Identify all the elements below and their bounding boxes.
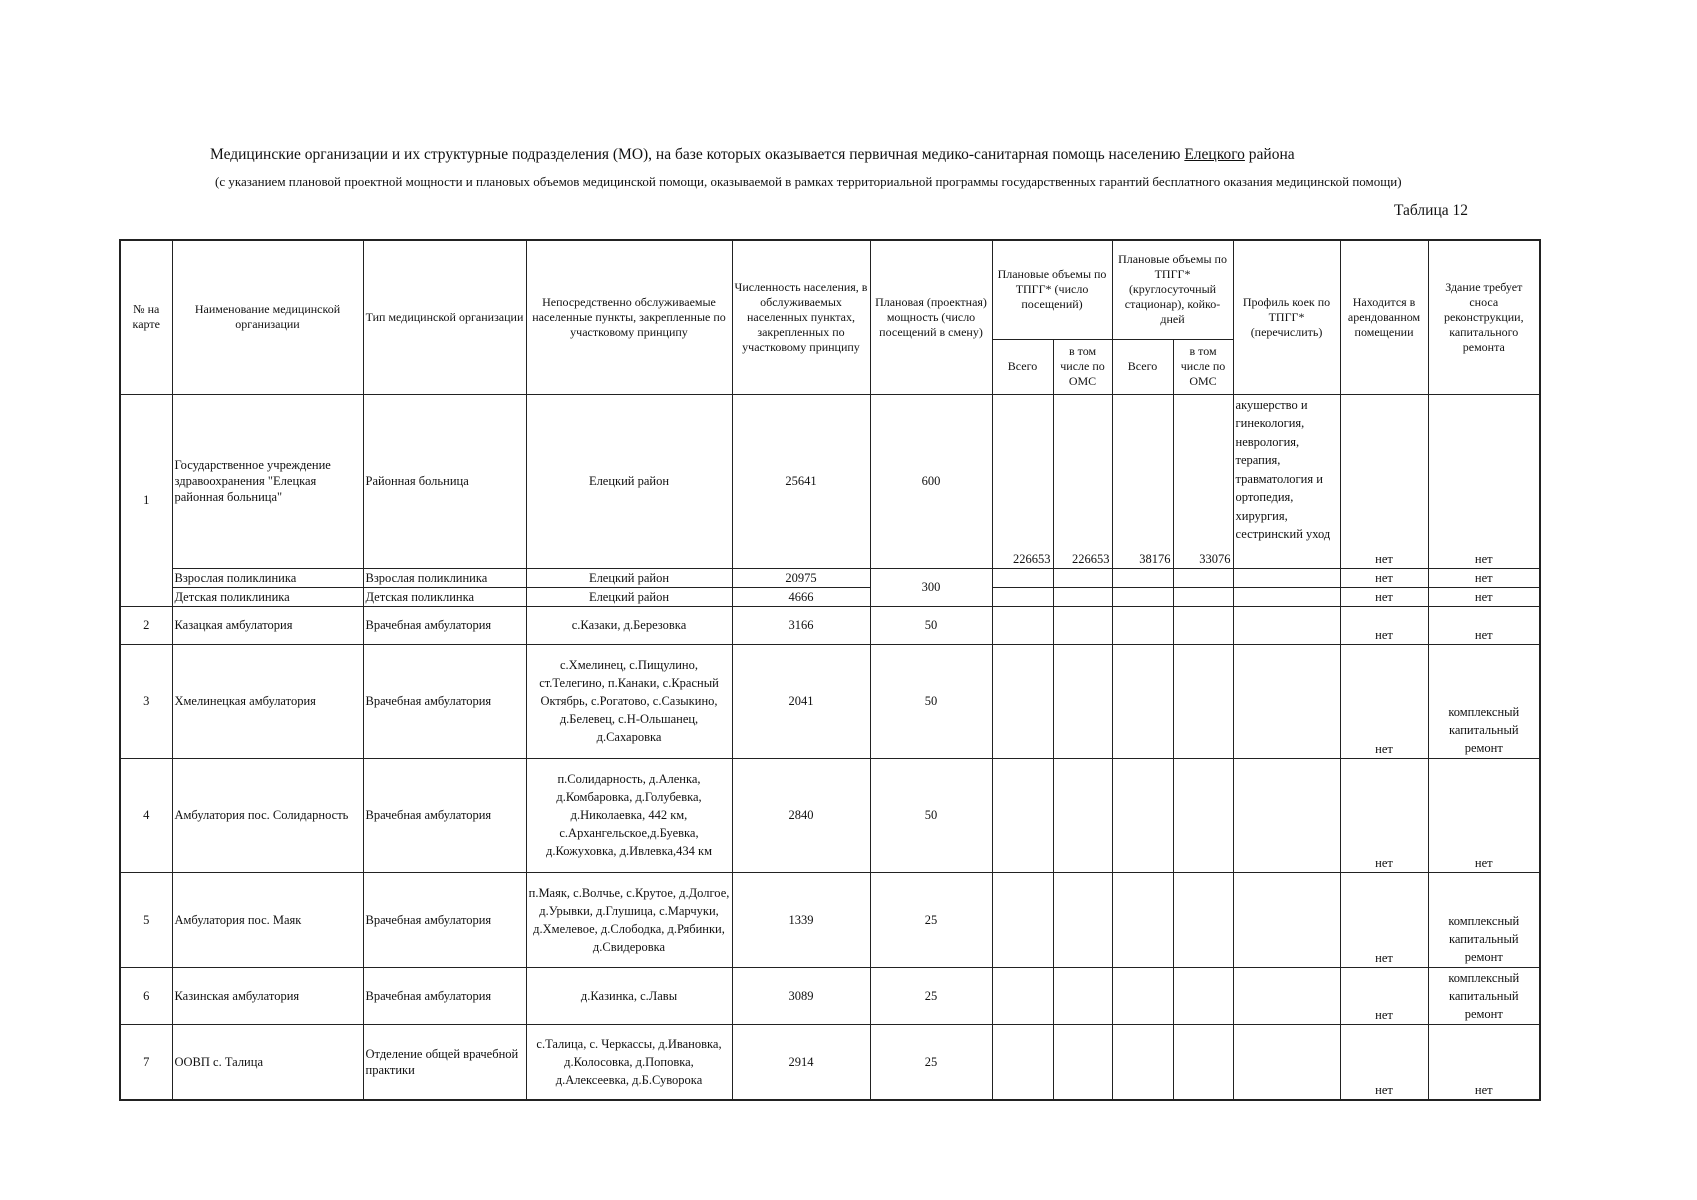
cell-population: 2914 [732, 1024, 870, 1100]
cell-visits-oms [1053, 872, 1112, 967]
cell-visits-oms [1053, 587, 1112, 606]
cell-profile [1233, 758, 1340, 872]
cell-name: Взрослая поликлиника [172, 568, 363, 587]
cell-hosp-total [1112, 1024, 1173, 1100]
cell-capacity: 600 [870, 394, 992, 568]
cell-population: 25641 [732, 394, 870, 568]
cell-rented: нет [1340, 644, 1428, 758]
document-subtitle: (с указанием плановой проектной мощности и плановых объемов медицинской помощи, оказываемой в рамках территориальной программы государственных гарантий бесплатного оказания медицинской помощи) [215, 174, 1402, 189]
header-num: № на карте [120, 240, 172, 394]
cell-rented: нет [1340, 587, 1428, 606]
title-district: Елецкого [1184, 146, 1245, 163]
cell-served: п.Солидарность, д.Аленка, д.Комбаровка, д.Голубевка, д.Николаевка, 442 км, с.Архангельское,д.Буевка, д.Кожуховка, д.Ивлевка,434 км [526, 758, 732, 872]
cell-building: нет [1428, 394, 1540, 568]
cell-profile [1233, 872, 1340, 967]
cell-visits-total: 226653 [992, 394, 1053, 568]
cell-profile: акушерство и гинекология, неврология, терапия, травматология и ортопедия, хирургия, сестринский уход [1233, 394, 1340, 568]
table-number: Таблица 12 [1393, 202, 1468, 219]
cell-building: нет [1428, 1024, 1540, 1100]
cell-capacity: 50 [870, 758, 992, 872]
cell-served: с.Казаки, д.Березовка [526, 606, 732, 644]
cell-hosp-oms [1173, 568, 1233, 587]
header-hosp-oms: в том числе по ОМС [1173, 339, 1233, 394]
cell-population: 2840 [732, 758, 870, 872]
cell-building: нет [1428, 587, 1540, 606]
cell-capacity: 25 [870, 967, 992, 1024]
cell-type: Детская поликлинка [363, 587, 526, 606]
cell-rented: нет [1340, 568, 1428, 587]
cell-hosp-total [1112, 606, 1173, 644]
cell-type: Отделение общей врачебной практики [363, 1024, 526, 1100]
cell-type: Врачебная амбулатория [363, 758, 526, 872]
cell-visits-total [992, 967, 1053, 1024]
cell-hosp-oms [1173, 1024, 1233, 1100]
title-suffix: района [1244, 146, 1295, 163]
cell-hosp-oms [1173, 644, 1233, 758]
cell-building: нет [1428, 606, 1540, 644]
table-row [120, 644, 1540, 758]
cell-hosp-total [1112, 967, 1173, 1024]
cell-type: Врачебная амбулатория [363, 606, 526, 644]
header-rented: Находится в арендованном помещении [1340, 240, 1428, 394]
cell-profile [1233, 568, 1340, 587]
header-building: Здание требует сноса реконструкции, капитального ремонта [1428, 240, 1540, 394]
header-profile: Профиль коек по ТПГГ* (перечислить) [1233, 240, 1340, 394]
cell-capacity: 50 [870, 644, 992, 758]
table-row [120, 967, 1540, 1024]
table-row [120, 758, 1540, 872]
cell-name: Детская поликлиника [172, 587, 363, 606]
cell-served: п.Маяк, с.Волчье, с.Крутое, д.Долгое, д.Урывки, д.Глушица, с.Марчуки, д.Хмелевое, д.Слободка, д.Рябинки, д.Свидеровка [526, 872, 732, 967]
cell-num: 3 [120, 644, 172, 758]
header-visits-oms: в том числе по ОМС [1053, 339, 1112, 394]
cell-visits-total [992, 758, 1053, 872]
cell-num: 6 [120, 967, 172, 1024]
cell-served: с.Талица, с. Черкассы, д.Ивановка, д.Колосовка, д.Поповка, д.Алексеевка, д.Б.Суворока [526, 1024, 732, 1100]
cell-hosp-total [1112, 872, 1173, 967]
cell-num: 4 [120, 758, 172, 872]
cell-hosp-total [1112, 568, 1173, 587]
cell-building: комплексный капитальный ремонт [1428, 644, 1540, 758]
cell-visits-total [992, 1024, 1053, 1100]
cell-hosp-oms [1173, 758, 1233, 872]
cell-visits-total [992, 606, 1053, 644]
cell-hosp-oms [1173, 872, 1233, 967]
title-prefix: Медицинские организации и их структурные подразделения (МО), на базе которых оказывается первичная медико-санитарная помощь населению [210, 146, 1185, 163]
header-served: Непосредственно обслуживаемые населенные пункты, закрепленные по участковому принципу [526, 240, 732, 394]
cell-visits-total [992, 872, 1053, 967]
cell-hosp-total [1112, 758, 1173, 872]
cell-num: 7 [120, 1024, 172, 1100]
table-row [120, 872, 1540, 967]
cell-building: комплексный капитальный ремонт [1428, 872, 1540, 967]
header-hospital: Плановые объемы по ТПГГ* (круглосуточный стационар), койко-дней [1112, 240, 1233, 339]
cell-building: нет [1428, 758, 1540, 872]
cell-capacity: 300 [870, 568, 992, 606]
cell-visits-total [992, 568, 1053, 587]
cell-name: Амбулатория пос. Солидарность [172, 758, 363, 872]
cell-building: комплексный капитальный ремонт [1428, 967, 1540, 1024]
cell-name: Хмелинецкая амбулатория [172, 644, 363, 758]
cell-type: Врачебная амбулатория [363, 872, 526, 967]
cell-profile [1233, 1024, 1340, 1100]
cell-population: 4666 [732, 587, 870, 606]
cell-visits-oms [1053, 606, 1112, 644]
header-visits-total: Всего [992, 339, 1053, 394]
table-row [120, 587, 1540, 606]
cell-hosp-total [1112, 587, 1173, 606]
cell-profile [1233, 587, 1340, 606]
cell-type: Районная больница [363, 394, 526, 568]
cell-rented: нет [1340, 758, 1428, 872]
cell-profile [1233, 967, 1340, 1024]
cell-num: 1 [120, 394, 172, 606]
cell-visits-oms [1053, 758, 1112, 872]
cell-rented: нет [1340, 394, 1428, 568]
cell-hosp-oms: 33076 [1173, 394, 1233, 568]
cell-visits-total [992, 644, 1053, 758]
header-name: Наименование медицинской организации [172, 240, 363, 394]
cell-population: 3089 [732, 967, 870, 1024]
cell-visits-oms: 226653 [1053, 394, 1112, 568]
cell-profile [1233, 644, 1340, 758]
cell-population: 2041 [732, 644, 870, 758]
cell-served: Елецкий район [526, 587, 732, 606]
cell-type: Врачебная амбулатория [363, 644, 526, 758]
cell-num: 2 [120, 606, 172, 644]
cell-capacity: 25 [870, 872, 992, 967]
header-visits: Плановые объемы по ТПГГ* (число посещений) [992, 240, 1112, 339]
cell-capacity: 50 [870, 606, 992, 644]
table-row [120, 394, 1540, 568]
cell-hosp-oms [1173, 587, 1233, 606]
table-row [120, 1024, 1540, 1100]
cell-served: с.Хмелинец, с.Пищулино, ст.Телегино, п.Канаки, с.Красный Октябрь, с.Рогатово, с.Сазыкино, д.Белевец, с.Н-Ольшанец, д.Сахаровка [526, 644, 732, 758]
cell-name: Казацкая амбулатория [172, 606, 363, 644]
cell-building: нет [1428, 568, 1540, 587]
cell-rented: нет [1340, 872, 1428, 967]
cell-visits-oms [1053, 568, 1112, 587]
header-hosp-total: Всего [1112, 339, 1173, 394]
cell-population: 1339 [732, 872, 870, 967]
cell-visits-total [992, 587, 1053, 606]
header-row-top [120, 240, 1540, 339]
cell-num: 5 [120, 872, 172, 967]
cell-population: 20975 [732, 568, 870, 587]
cell-visits-oms [1053, 967, 1112, 1024]
cell-population: 3166 [732, 606, 870, 644]
cell-hosp-total: 38176 [1112, 394, 1173, 568]
cell-name: Казинская амбулатория [172, 967, 363, 1024]
cell-profile [1233, 606, 1340, 644]
cell-rented: нет [1340, 967, 1428, 1024]
table-row [120, 568, 1540, 587]
header-population: Численность населения, в обслуживаемых населенных пунктах, закрепленных по участковому принципу [732, 240, 870, 394]
cell-rented: нет [1340, 1024, 1428, 1100]
document-title [210, 146, 1490, 164]
cell-capacity: 25 [870, 1024, 992, 1100]
cell-hosp-total [1112, 644, 1173, 758]
cell-hosp-oms [1173, 967, 1233, 1024]
cell-served: д.Казинка, с.Лавы [526, 967, 732, 1024]
cell-visits-oms [1053, 1024, 1112, 1100]
cell-rented: нет [1340, 606, 1428, 644]
table-row [120, 606, 1540, 644]
cell-type: Врачебная амбулатория [363, 967, 526, 1024]
facilities-table [119, 239, 1541, 1101]
header-capacity: Плановая (проектная) мощность (число посещений в смену) [870, 240, 992, 394]
cell-name: Государственное учреждение здравоохранения "Елецкая районная больница" [172, 394, 363, 568]
cell-hosp-oms [1173, 606, 1233, 644]
cell-visits-oms [1053, 644, 1112, 758]
cell-name: Амбулатория пос. Маяк [172, 872, 363, 967]
cell-served: Елецкий район [526, 568, 732, 587]
cell-served: Елецкий район [526, 394, 732, 568]
cell-name: ООВП с. Талица [172, 1024, 363, 1100]
cell-type: Взрослая поликлиника [363, 568, 526, 587]
header-type: Тип медицинской организации [363, 240, 526, 394]
